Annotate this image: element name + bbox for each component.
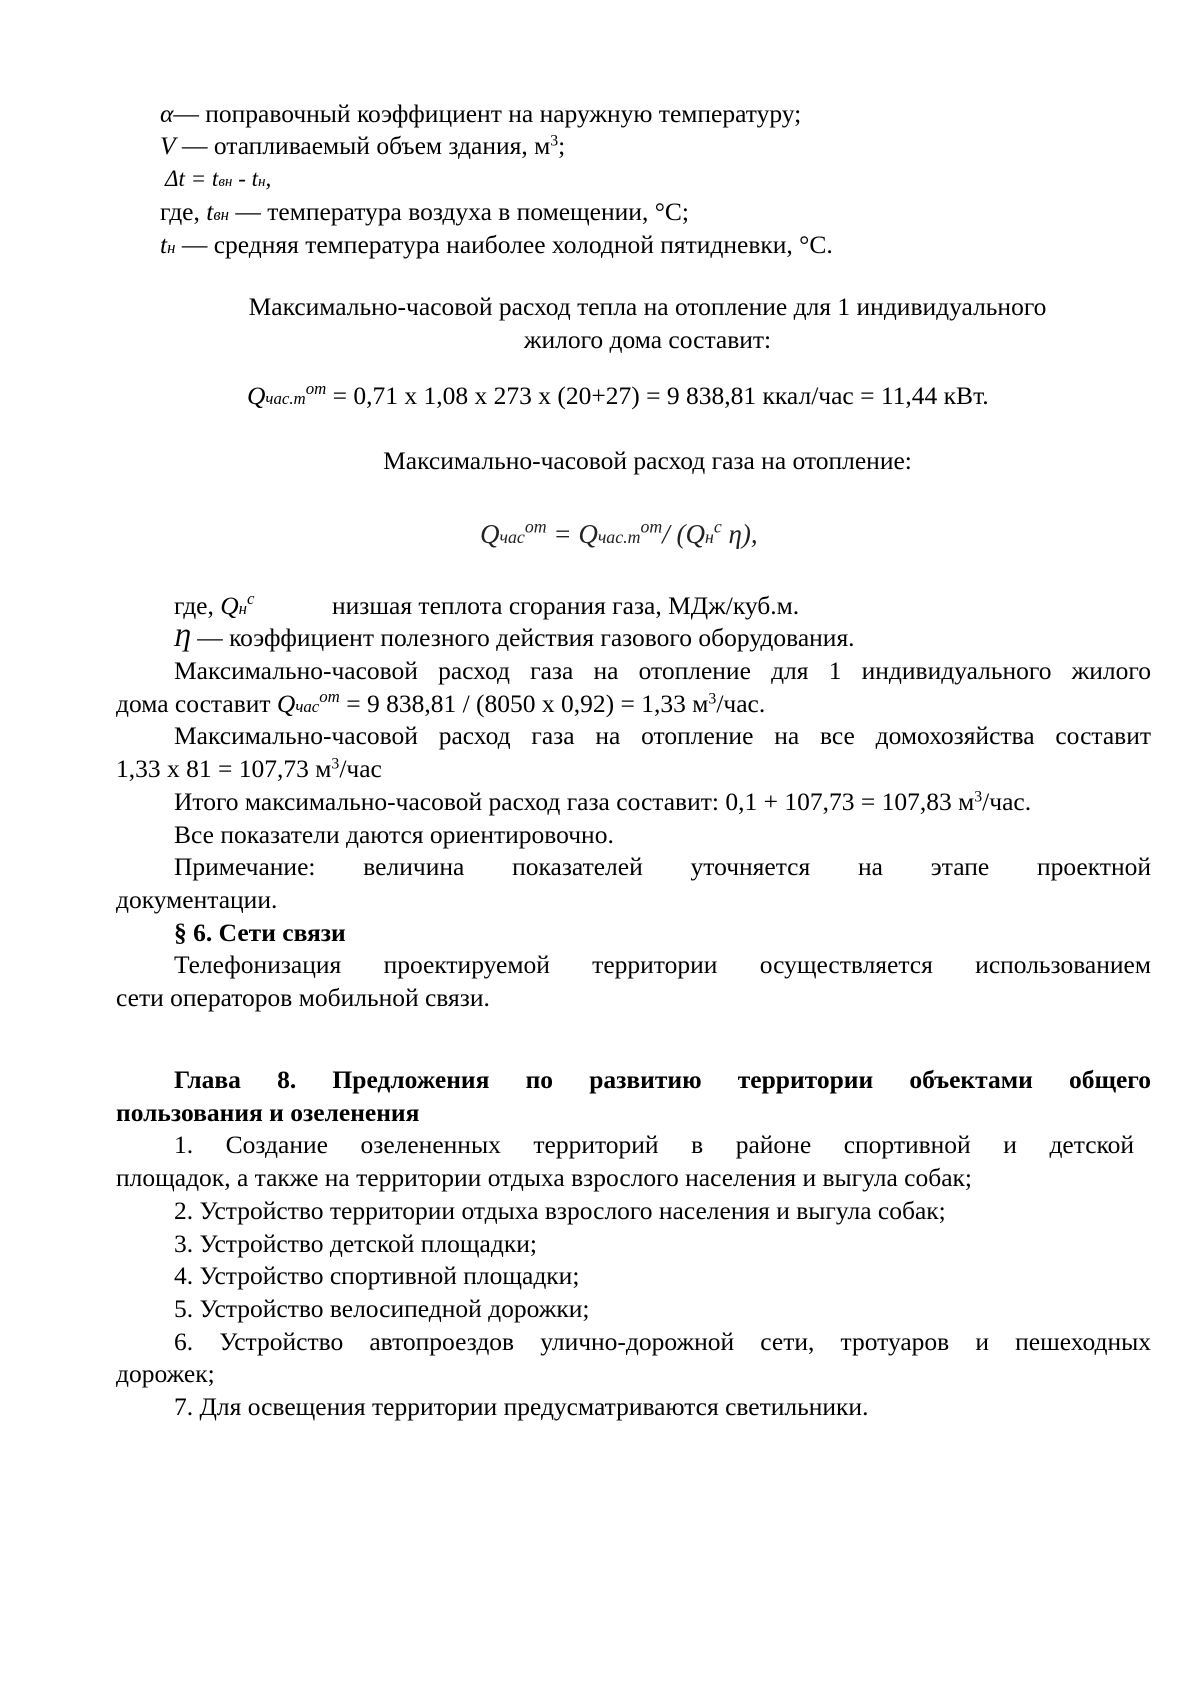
qn-sub: н: [238, 599, 248, 618]
def-alpha: [160, 98, 801, 130]
chapter8-item7: 7. Для освещения территории предусматриваются светильники.: [174, 1392, 869, 1421]
heat-formula: [247, 380, 989, 415]
v-end: ;: [558, 131, 566, 160]
chapter8-item3: 3. Устройство детской площадки;: [174, 1229, 537, 1258]
gas-f-sub3: н: [704, 527, 714, 547]
def-volume: [160, 130, 565, 162]
gas-formula: [480, 518, 758, 553]
chapter8-item4: 4. Устройство спортивной площадки;: [174, 1261, 580, 1290]
p2-line2b: /час: [339, 754, 382, 783]
chapter8-item1-line2: площадок, а также на территории отдыха взрослого населения и выгула собак;: [116, 1163, 973, 1192]
heat-formula-sup: от: [305, 378, 327, 398]
alpha-text: — поправочный коэффициент на наружную температуру;: [173, 99, 802, 128]
p2-sup: 3: [331, 755, 340, 773]
heat-title-line2: жилого дома составит:: [523, 325, 772, 354]
gas-f-q1: Q: [480, 519, 500, 549]
heat-formula-q: Q: [247, 381, 266, 410]
gas-p4: Все показатели даются ориентировочно.: [174, 820, 614, 849]
qn-pre: где,: [174, 591, 221, 620]
gas-note-line2: документации.: [116, 885, 278, 914]
communications-line2: сети операторов мобильной связи.: [116, 983, 490, 1012]
gas-p1-line2: [116, 688, 765, 723]
dt-sub2: н: [258, 173, 266, 190]
p3-sup: 3: [974, 788, 983, 806]
gas-f-sup2: от: [640, 516, 663, 537]
p1-pre: дома составит: [116, 689, 277, 718]
gas-f-sub1: час: [499, 527, 525, 547]
v-symbol: V: [160, 131, 176, 160]
chapter8-item6-line2: дорожек;: [116, 1359, 215, 1388]
chapter8-item2: 2. Устройство территории отдыха взрослого населения и выгула собак;: [174, 1196, 946, 1225]
gas-qn-def: [174, 590, 255, 625]
alpha-symbol: α: [160, 99, 174, 128]
gas-f-div: / (Q: [662, 519, 705, 549]
gas-p3: [174, 786, 1031, 818]
p1-rest: = 9 838,81 / (8050 х 0,92) = 1,33 м: [339, 689, 709, 718]
heat-formula-sub: час.т: [265, 389, 306, 408]
chapter8-heading-line1: Глава 8. Предложения по развитию территории объектами общего: [174, 1065, 1151, 1094]
gas-f-eq: = Q: [546, 519, 598, 549]
p3-b: /час.: [982, 787, 1032, 816]
heat-formula-rest: = 0,71 х 1,08 х 273 х (20+27) = 9 838,81 ккал/час = 11,44 кВт.: [326, 381, 989, 410]
eta-text: — коэффициент полезного действия газового оборудования.: [190, 623, 855, 652]
communications-line1: Телефонизация проектируемой территории осуществляется использованием: [174, 950, 1151, 979]
gas-p2-line1: Максимально-часовой расход газа на отопление на все домохозяйства составит: [174, 721, 1151, 750]
tvn-sub: вн: [213, 205, 229, 224]
p1-sup: от: [319, 686, 340, 706]
dt-mid: - t: [232, 166, 258, 191]
tvn-pre: где,: [160, 197, 207, 226]
communications-heading: § 6. Сети связи: [174, 918, 346, 947]
p3-a: Итого максимально-часовой расход газа составит: 0,1 + 107,73 = 107,83 м: [174, 787, 975, 816]
tvn-sym: t: [206, 197, 214, 226]
gas-f-end: η),: [721, 519, 758, 549]
tn-sym: t: [160, 230, 168, 259]
chapter8-heading-line2: пользования и озеленения: [116, 1098, 420, 1127]
gas-p2-line2: [116, 753, 382, 785]
chapter8-item1-line1: 1. Создание озелененных территорий в районе спортивной и детской: [174, 1130, 1134, 1159]
chapter8-item5: 5. Устройство велосипедной дорожки;: [174, 1294, 590, 1323]
tn-text: — средняя температура наиболее холодной пятидневки, °С.: [175, 230, 833, 259]
gas-p1-line1: Максимально-часовой расход газа на отопление для 1 индивидуального жилого: [174, 656, 1151, 685]
qn-text: низшая теплота сгорания газа, МДж/куб.м.: [332, 591, 800, 620]
def-t-inner: [160, 196, 689, 231]
gas-f-sup1: от: [524, 516, 547, 537]
p2-line2a: 1,33 х 81 = 107,73 м: [116, 754, 332, 783]
def-delta-t: [165, 163, 271, 198]
dt-sym: Δt = t: [165, 166, 219, 191]
v-text: — отапливаемый объем здания, м: [181, 131, 551, 160]
dt-sub1: вн: [218, 173, 233, 190]
tn-sub: н: [167, 238, 176, 257]
p1-sub: час: [295, 697, 320, 716]
tvn-text: — температура воздуха в помещении, °С;: [228, 197, 689, 226]
qn-sym: Q: [220, 591, 239, 620]
def-t-outer: [160, 229, 833, 264]
gas-title: Максимально-часовой расход газа на отопление:: [383, 446, 912, 475]
dt-end: ,: [265, 166, 272, 191]
p1-q: Q: [276, 689, 296, 718]
eta-sym: Ƞ: [174, 623, 191, 652]
p1-sup2: 3: [708, 690, 717, 708]
gas-eta-def: [174, 622, 855, 654]
gas-note-line1: Примечание: величина показателей уточняется на этапе проектной: [174, 852, 1151, 881]
heat-title-line1: Максимально-часовой расход тепла на отопление для 1 индивидуального: [248, 292, 1047, 321]
chapter8-item6-line1: 6. Устройство автопроездов улично-дорожной сети, тротуаров и пешеходных: [174, 1327, 1151, 1356]
qn-sup: с: [247, 588, 255, 608]
gas-f-sup3: с: [713, 516, 722, 537]
v-sup: 3: [550, 132, 559, 150]
gas-f-sub2: час.т: [597, 527, 641, 547]
p1-end: /час.: [716, 689, 766, 718]
